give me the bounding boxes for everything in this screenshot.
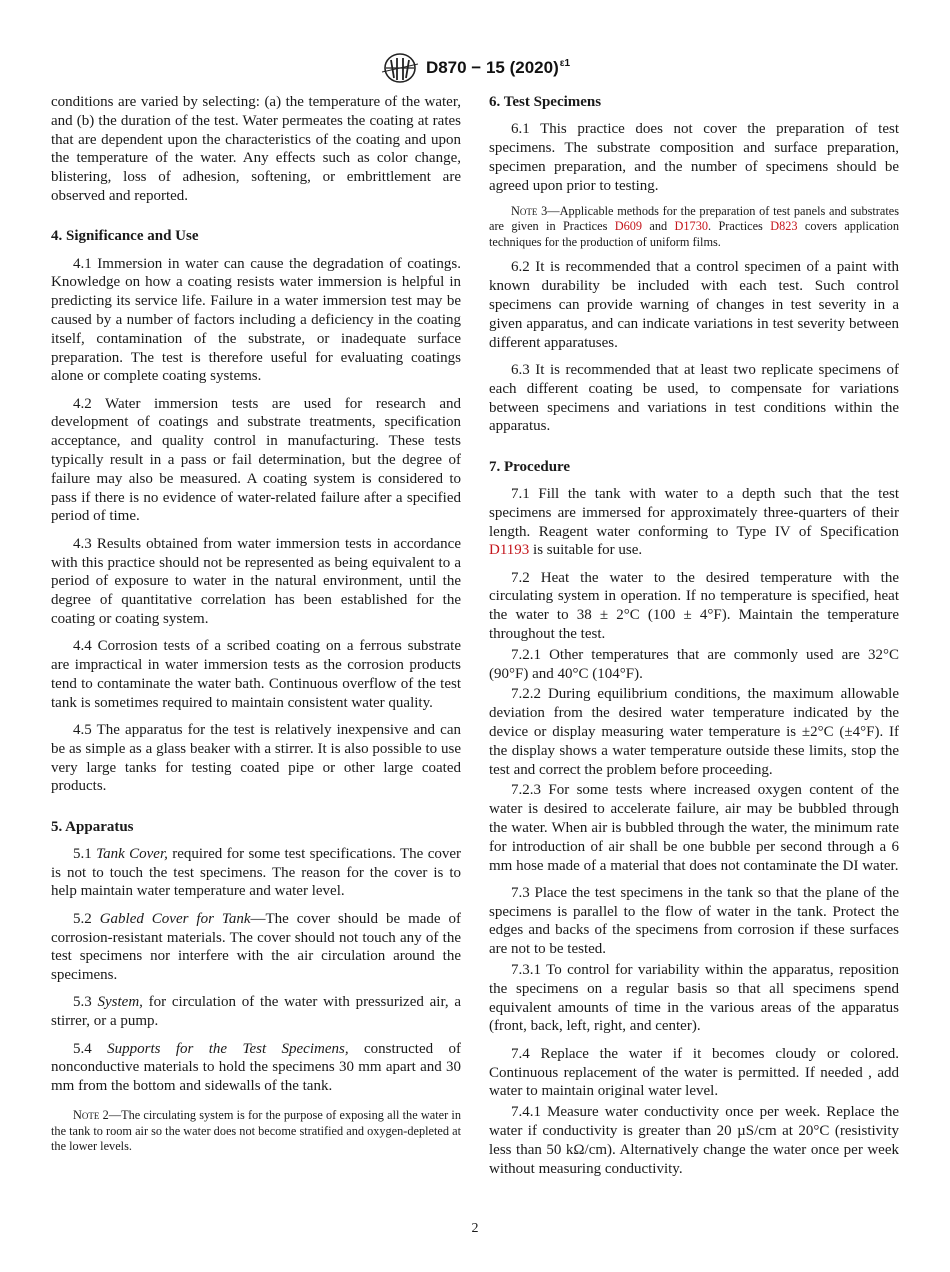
para-6-1: 6.1 This practice does not cover the preparation of test specimens. The substrate composition and surface preparation, specimen preparation, and the number of specimens should be agreed upon prior to testing.	[489, 121, 899, 194]
para-4-3: 4.3 Results obtained from water immersion tests in accordance with this practice should not be represented as being equivalent to a period of exposure to water in the natural environment, until the degree of quantitative correlation has been established for the coating or coating system.	[51, 535, 461, 627]
note-3: Note 3—Applicable methods for the preparation of test panels and substrates are given in Practices D609 and D1730. Practices D823 covers application techniques for the production of uniform films.	[489, 203, 900, 249]
section7-heading: 7. Procedure	[489, 458, 571, 475]
para-5-1: 5.1 Tank Cover, required for some test specifications. The cover is not to touch the test specimens. The reason for the cover is to help maintain water temperature and water level.	[51, 845, 462, 900]
section5-heading: 5. Apparatus	[51, 818, 134, 835]
para-7-2-2: 7.2.2 During equilibrium conditions, the maximum allowable deviation from the desired water temperature indicated by the device or display measuring water temperature is ±2°C (±4°F). If the display shows a water temperature outside these limits, stop the test and correct the problem before proceeding.	[489, 686, 899, 778]
link-d823[interactable]: D823	[770, 219, 798, 234]
para-7-2: 7.2 Heat the water to the desired temperature with the circulating system in operation. If no temperature is specified, heat the water to 38 ± 2°C (100 ± 4°F). Maintain the temperature throughout the test.	[489, 569, 899, 643]
page-header	[0, 52, 950, 84]
para-7-2-1: 7.2.1 Other temperatures that are commonly used are 32°C (90°F) and 40°C (104°F).	[489, 646, 899, 682]
para-4-4: 4.4 Corrosion tests of a scribed coating on a ferrous substrate are impractical in water immersion tests as the corrosion products tend to contaminate the water bath. Continuous overflow of the test tank is sometimes required to maintain consistent water quality.	[51, 638, 461, 711]
para-7-3-1: 7.3.1 To control for variability within the apparatus, reposition the specimens on a regular basis so that all specimens spend equivalent amounts of time in the various areas of the apparatus (front, back, left, right, and center).	[489, 962, 899, 1035]
link-d1193[interactable]: D1193	[489, 542, 530, 559]
epsilon-superscript: ε1	[559, 58, 571, 69]
para-5-3: 5.3 System, for circulation of the water with pressurized air, a stirrer, or a pump.	[51, 994, 461, 1030]
para-7-2-3: 7.2.3 For some tests where increased oxygen content of the water is desired to accelerate failure, air may be bubbled through the water. When air is bubbled through the water, the minimum rate for introduction of air shall be one bubble per second through a 6 mm hose made of a material that does not contaminate the DI water.	[489, 782, 899, 874]
para-7-4: 7.4 Replace the water if it becomes cloudy or colored. Continuous replacement of the water is permitted. If needed , add water to maintain original water level.	[489, 1045, 899, 1100]
para-7-1: 7.1 Fill the tank with water to a depth such that the test specimens are immersed for approximately three-quarters of their length. Reagent water conforming to Type IV of Specification D1193 is suitable for use.	[489, 485, 899, 559]
left-column	[51, 93, 461, 1163]
section4-heading: 4. Significance and Use	[51, 228, 199, 245]
para-4-2: 4.2 Water immersion tests are used for research and development of coatings and substrate treatments, specification acceptance, and quality control in manufacturing. These tests typically result in a pass or fail determination, but the degree of failure may also be measured. A coating system is considered to pass if there is no evidence of water-related failure after a specified period of time.	[51, 395, 461, 525]
para-7-4-1: 7.4.1 Measure water conductivity once per week. Replace the water if conductivity is greater than 20 µS/cm at 20°C (resistivity less than 50 kΩ/cm). Alternatively change the water once per week without measuring conductivity.	[489, 1104, 899, 1177]
link-d1730[interactable]: D1730	[674, 219, 709, 234]
note-2: Note 2—The circulating system is for the purpose of exposing all the water in the tank to room air so the water does not become stratified and oxygen-depleted at the lower levels.	[51, 1108, 461, 1154]
para-6-3: 6.3 It is recommended that at least two replicate specimens of each different coating be used, to compensate for variations between specimens and variations in test conditions within the apparatus.	[489, 361, 899, 435]
para-6-2: 6.2 It is recommended that a control specimen of a paint with known durability be included with each test. Such control specimens can provide warning of changes in test severity in a given apparatus, and can indicate variations in test severity between different apparatuses.	[489, 259, 899, 351]
para-5-2: 5.2 Gabled Cover for Tank—The cover should be made of corrosion-resistant materials. The cover should not touch any of the test specimens nor interfere with the air circulation around the specimens.	[51, 910, 462, 984]
para-4-1: 4.1 Immersion in water can cause the degradation of coatings. Knowledge on how a coating resists water immersion is helpful in predicting its service life. Failure in a water immersion test may be caused by a number of factors including a deficiency in the coating itself, contamination of the substrate, or inadequate surface preparation. The test is therefore useful for evaluating coatings alone or complete coating systems.	[51, 255, 461, 385]
section6-heading: 6. Test Specimens	[489, 94, 602, 110]
page-number: 2	[471, 1221, 479, 1236]
standard-designation: D870 − 15 $(2020)^{\varepsilon 1}$	[425, 58, 571, 77]
link-d609[interactable]: D609	[614, 219, 643, 234]
para-5-4: 5.4 Supports for the Test Specimens, constructed of nonconductive materials to hold the specimens 30 mm apart and 30 mm from the bottom and sidewalls of the tank.	[51, 1040, 461, 1095]
astm-logo-icon	[380, 52, 420, 84]
section3-continuation: conditions are varied by selecting: (a) the temperature of the water, and (b) the duration of the test. Water permeates the coating at rates that are dependent upon the characteristics of the coating and upon the temperature of the water. Any effects such as color change, blistering, loss of adhesion, softening, or embrittlement are observed and reported.	[51, 94, 461, 204]
right-column	[489, 93, 899, 1187]
para-4-5: 4.5 The apparatus for the test is relatively inexpensive and can be as simple as a glass beaker with a stirrer. It is also possible to use very large tanks for testing coated pipe or other large coated products.	[51, 721, 461, 795]
para-7-3: 7.3 Place the test specimens in the tank so that the plane of the specimens is parallel to the flow of water in the tank. Protect the edges and backs of the specimens from corrosion if these surfaces are not to be tested.	[489, 884, 899, 958]
